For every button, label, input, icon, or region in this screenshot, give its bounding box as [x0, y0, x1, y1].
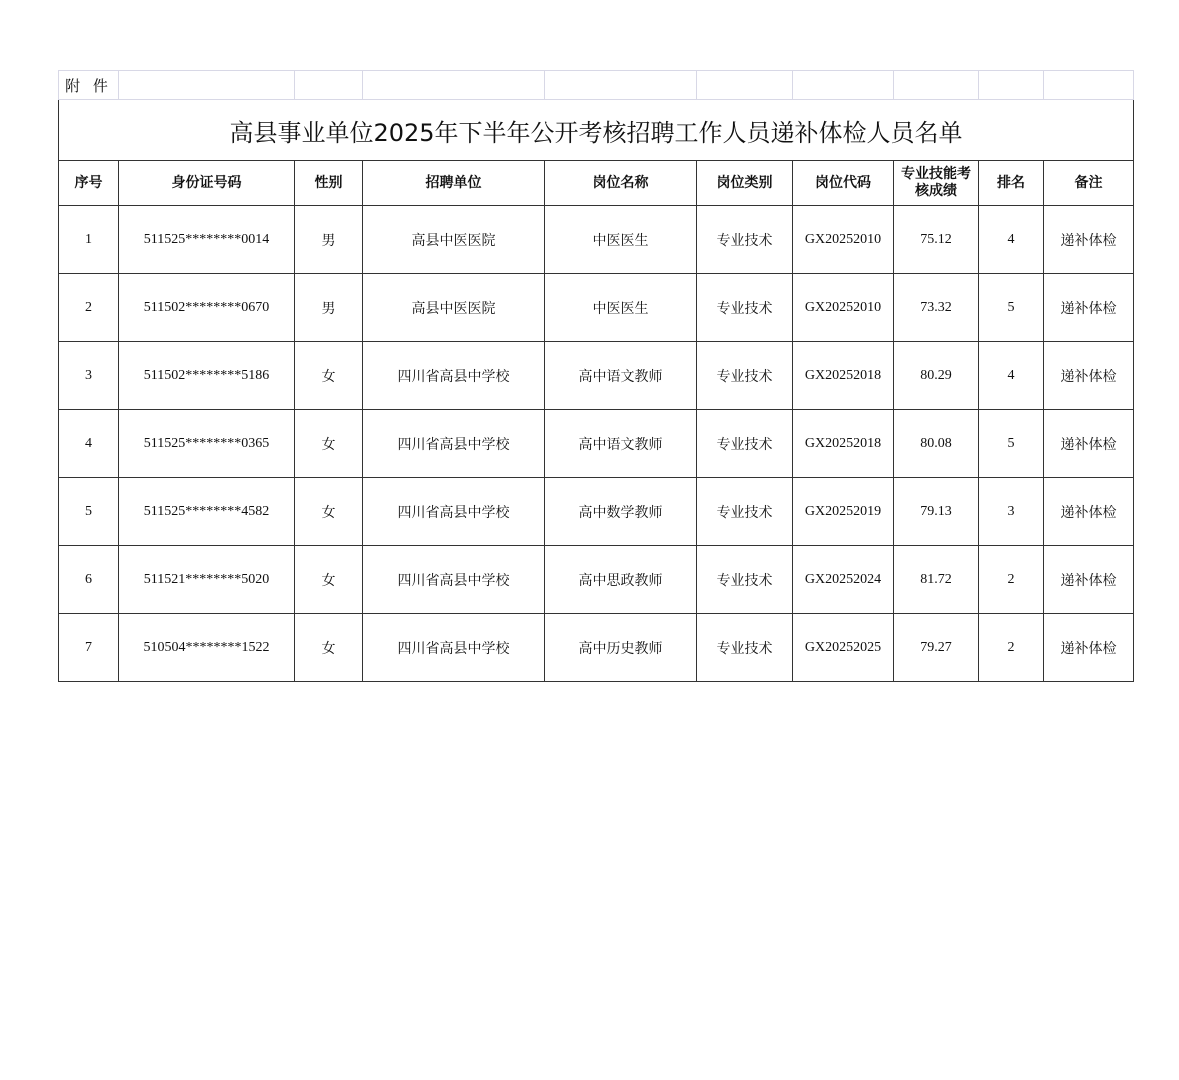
id-number-cell: 511525********0014 — [119, 206, 295, 274]
rank-cell: 2 — [979, 546, 1044, 614]
header-remark: 备注 — [1044, 161, 1134, 206]
position-category-cell: 专业技术 — [697, 410, 793, 478]
row-index-cell: 2 — [59, 274, 119, 342]
employer-cell: 高县中医医院 — [363, 206, 545, 274]
attachment-row — [59, 71, 1134, 100]
employer-cell: 四川省高县中学校 — [363, 546, 545, 614]
gender-cell: 女 — [295, 546, 363, 614]
table-row — [59, 342, 1134, 410]
gender-cell: 女 — [295, 478, 363, 546]
rank-cell: 3 — [979, 478, 1044, 546]
rank-cell: 4 — [979, 206, 1044, 274]
gender-cell: 女 — [295, 342, 363, 410]
id-number-cell: 511502********5186 — [119, 342, 295, 410]
header-position-code: 岗位代码 — [793, 161, 894, 206]
row-index-cell: 4 — [59, 410, 119, 478]
position-code-cell: GX20252018 — [793, 410, 894, 478]
header-employer: 招聘单位 — [363, 161, 545, 206]
header-row — [59, 161, 1134, 206]
skill-score-cell: 80.29 — [894, 342, 979, 410]
header-id-number: 身份证号码 — [119, 161, 295, 206]
gender-cell: 女 — [295, 614, 363, 682]
gender-cell: 男 — [295, 274, 363, 342]
remark-cell: 递补体检 — [1044, 546, 1134, 614]
skill-score-cell: 75.12 — [894, 206, 979, 274]
id-number-cell: 511521********5020 — [119, 546, 295, 614]
employer-cell: 四川省高县中学校 — [363, 410, 545, 478]
header-gender: 性别 — [295, 161, 363, 206]
id-number-cell: 511502********0670 — [119, 274, 295, 342]
table-row — [59, 410, 1134, 478]
empty-cell — [894, 71, 979, 100]
gender-cell: 男 — [295, 206, 363, 274]
employer-cell: 四川省高县中学校 — [363, 478, 545, 546]
row-index-cell: 7 — [59, 614, 119, 682]
gender-cell: 女 — [295, 410, 363, 478]
position-name-cell: 中医医生 — [545, 206, 697, 274]
position-category-cell: 专业技术 — [697, 274, 793, 342]
attachment-label: 附 件 — [59, 71, 119, 100]
header-position-category: 岗位类别 — [697, 161, 793, 206]
id-number-cell: 511525********4582 — [119, 478, 295, 546]
rank-cell: 2 — [979, 614, 1044, 682]
position-code-cell: GX20252024 — [793, 546, 894, 614]
empty-cell — [1044, 71, 1134, 100]
rank-cell: 4 — [979, 342, 1044, 410]
skill-score-cell: 80.08 — [894, 410, 979, 478]
position-name-cell: 高中语文教师 — [545, 342, 697, 410]
position-category-cell: 专业技术 — [697, 206, 793, 274]
id-number-cell: 510504********1522 — [119, 614, 295, 682]
skill-score-cell: 81.72 — [894, 546, 979, 614]
table-row — [59, 546, 1134, 614]
table-row — [59, 206, 1134, 274]
employer-cell: 四川省高县中学校 — [363, 614, 545, 682]
skill-score-cell: 79.13 — [894, 478, 979, 546]
row-index-cell: 1 — [59, 206, 119, 274]
position-category-cell: 专业技术 — [697, 342, 793, 410]
empty-cell — [697, 71, 793, 100]
empty-cell — [295, 71, 363, 100]
rank-cell: 5 — [979, 410, 1044, 478]
empty-cell — [119, 71, 295, 100]
position-name-cell: 高中数学教师 — [545, 478, 697, 546]
table-row — [59, 274, 1134, 342]
empty-cell — [979, 71, 1044, 100]
header-rank: 排名 — [979, 161, 1044, 206]
skill-score-cell: 79.27 — [894, 614, 979, 682]
position-name-cell: 中医医生 — [545, 274, 697, 342]
position-name-cell: 高中思政教师 — [545, 546, 697, 614]
position-category-cell: 专业技术 — [697, 478, 793, 546]
header-index: 序号 — [59, 161, 119, 206]
position-category-cell: 专业技术 — [697, 614, 793, 682]
table-row — [59, 614, 1134, 682]
remark-cell: 递补体检 — [1044, 410, 1134, 478]
id-number-cell: 511525********0365 — [119, 410, 295, 478]
empty-cell — [363, 71, 545, 100]
header-position-name: 岗位名称 — [545, 161, 697, 206]
remark-cell: 递补体检 — [1044, 342, 1134, 410]
position-name-cell: 高中历史教师 — [545, 614, 697, 682]
position-code-cell: GX20252025 — [793, 614, 894, 682]
row-index-cell: 3 — [59, 342, 119, 410]
remark-cell: 递补体检 — [1044, 206, 1134, 274]
header-skill-score — [894, 161, 979, 206]
position-code-cell: GX20252019 — [793, 478, 894, 546]
empty-cell — [545, 71, 697, 100]
row-index-cell: 6 — [59, 546, 119, 614]
remark-cell: 递补体检 — [1044, 478, 1134, 546]
position-category-cell: 专业技术 — [697, 546, 793, 614]
empty-cell — [793, 71, 894, 100]
position-code-cell: GX20252018 — [793, 342, 894, 410]
skill-score-cell: 73.32 — [894, 274, 979, 342]
position-code-cell: GX20252010 — [793, 206, 894, 274]
employer-cell: 高县中医医院 — [363, 274, 545, 342]
position-name-cell: 高中语文教师 — [545, 410, 697, 478]
document-title: 高县事业单位2025年下半年公开考核招聘工作人员递补体检人员名单 — [59, 100, 1134, 161]
row-index-cell: 5 — [59, 478, 119, 546]
remark-cell: 递补体检 — [1044, 274, 1134, 342]
rank-cell: 5 — [979, 274, 1044, 342]
title-row — [59, 100, 1134, 161]
position-code-cell: GX20252010 — [793, 274, 894, 342]
table-row — [59, 478, 1134, 546]
employer-cell: 四川省高县中学校 — [363, 342, 545, 410]
header-skill-score-text: 专业技能考核成绩 — [901, 166, 971, 199]
candidate-table — [58, 70, 1134, 682]
remark-cell: 递补体检 — [1044, 614, 1134, 682]
